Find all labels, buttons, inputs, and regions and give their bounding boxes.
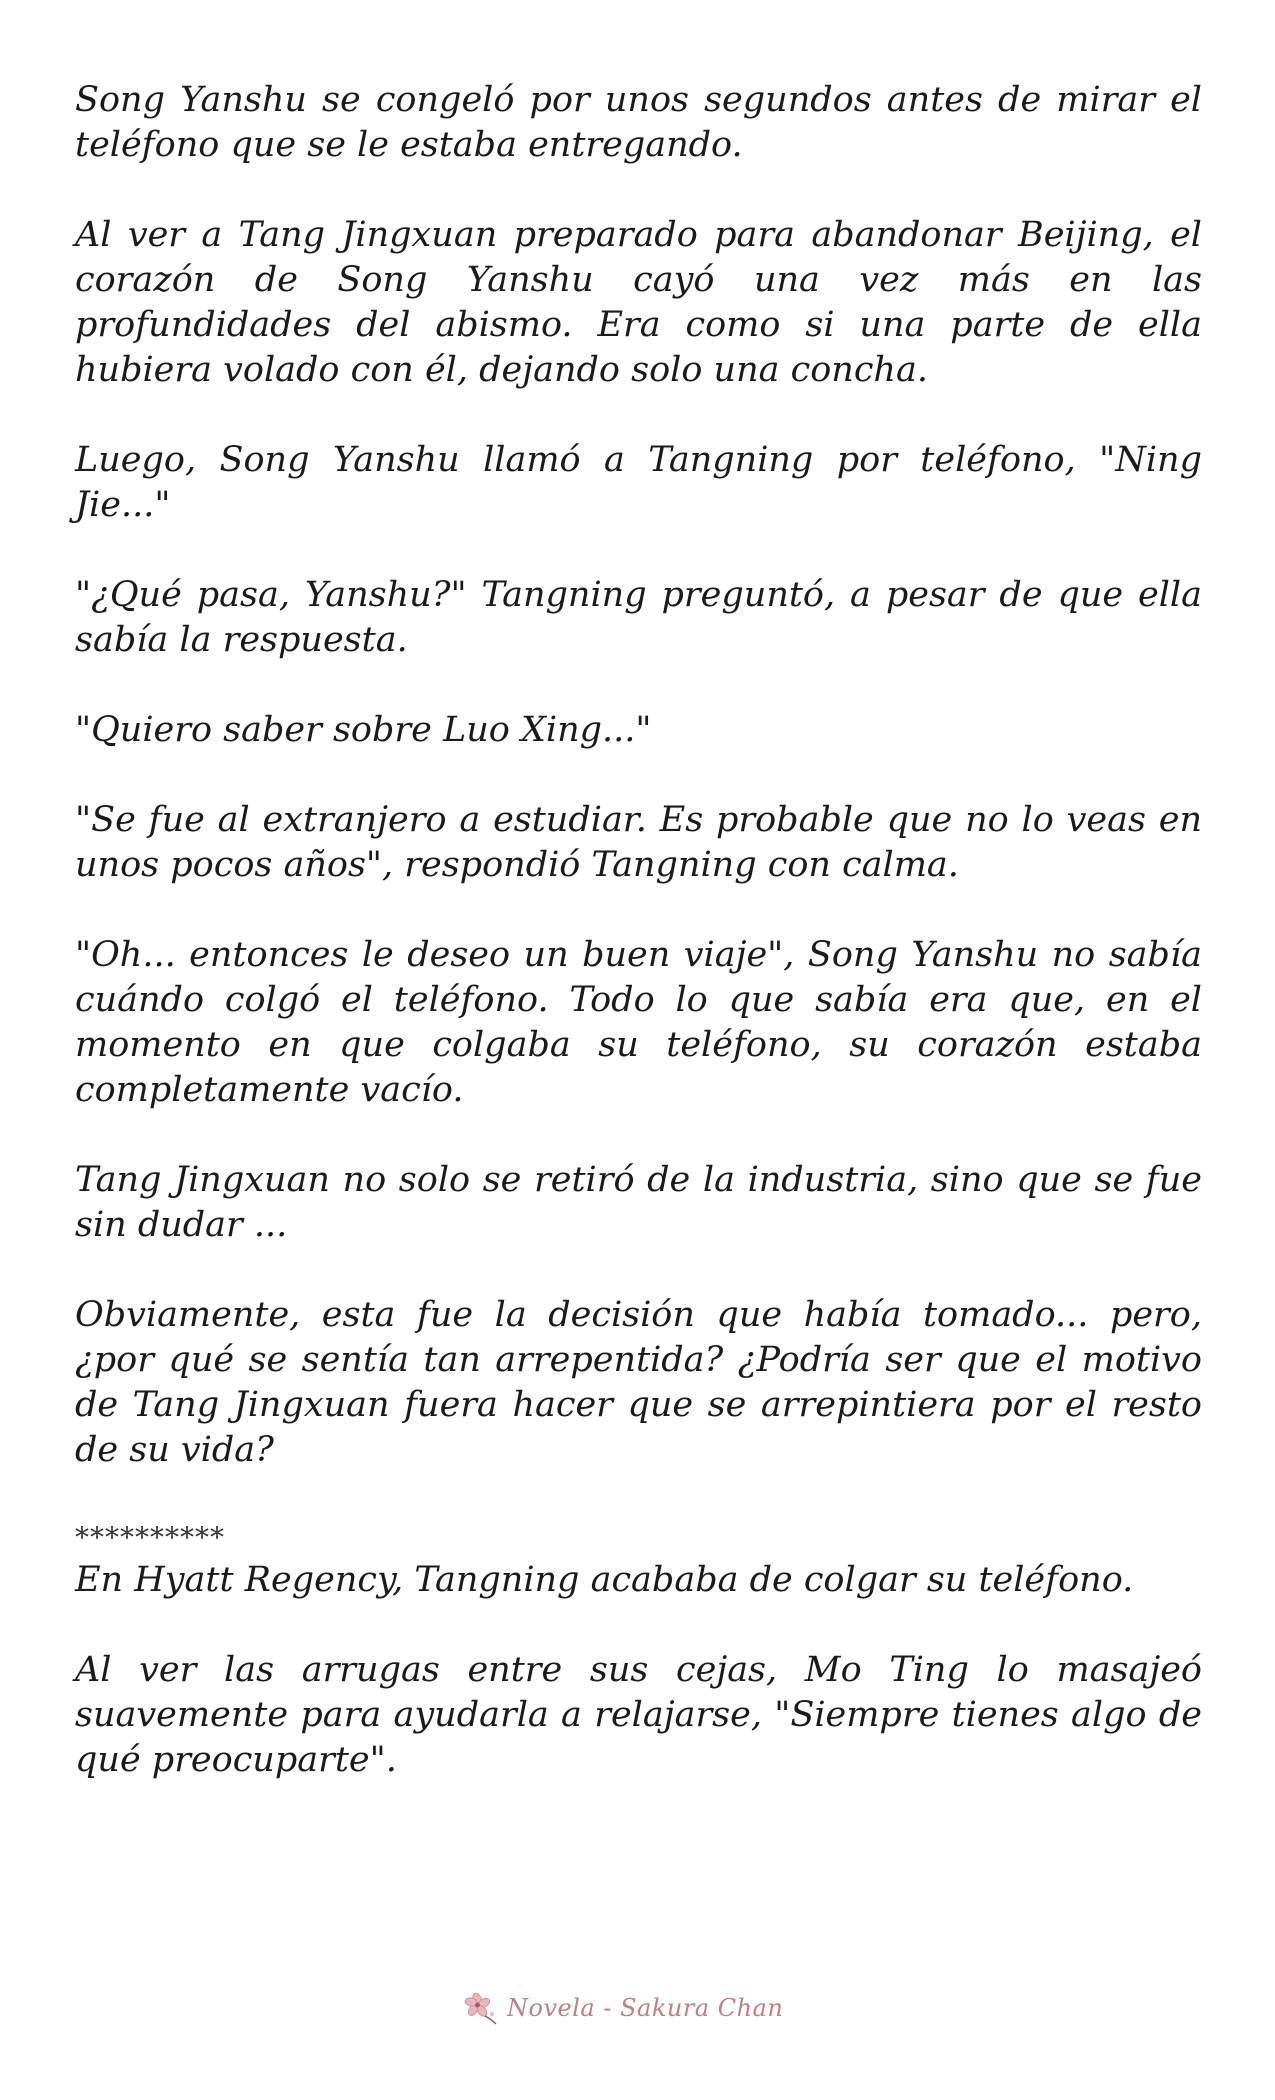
paragraph: Al ver a Tang Jingxuan preparado para abandonar Beijing, el corazón de Song Yanshu cayó una vez más en las profundidades del abismo. Era como si una parte de ella hubiera volado con él, dejando solo una concha. — [75, 215, 1202, 390]
paragraph: Song Yanshu se congeló por unos segundos antes de mirar el teléfono que se le estaba entregando. — [75, 80, 1202, 165]
paragraph: Obviamente, esta fue la decisión que había tomado... pero, ¿por qué se sentía tan arrepentida? ¿Podría ser que el motivo de Tang Jingxuan fuera hacer que se arrepintiera por el resto de su vida? — [75, 1295, 1202, 1470]
paragraph: "Se fue al extranjero a estudiar. Es probable que no lo veas en unos pocos años", respondió Tangning con calma. — [75, 800, 1202, 885]
paragraph: "¿Qué pasa, Yanshu?" Tangning preguntó, a pesar de que ella sabía la respuesta. — [75, 575, 1202, 660]
cherry-blossom-icon — [463, 1990, 499, 2026]
paragraph: Al ver las arrugas entre sus cejas, Mo Ting lo masajeó suavemente para ayudarla a relajarse, "Siempre tienes algo de qué preocuparte". — [75, 1650, 1202, 1780]
paragraph: "Oh... entonces le deseo un buen viaje", Song Yanshu no sabía cuándo colgó el teléfono. Todo lo que sabía era que, en el momento en que colgaba su teléfono, su corazón estaba completamente vacío. — [75, 935, 1202, 1110]
footer-watermark — [463, 1988, 783, 2028]
chapter-text — [75, 78, 1202, 1783]
watermark-text: Novela - Sakura Chan — [507, 1994, 784, 2022]
scene-separator: ********** — [75, 1521, 225, 1554]
paragraph: Luego, Song Yanshu llamó a Tangning por teléfono, "Ning Jie..." — [75, 440, 1202, 525]
paragraph: "Quiero saber sobre Luo Xing..." — [75, 710, 652, 750]
paragraph: En Hyatt Regency, Tangning acababa de colgar su teléfono. — [75, 1560, 1134, 1600]
paragraph: Tang Jingxuan no solo se retiró de la industria, sino que se fue sin dudar ... — [75, 1160, 1202, 1245]
